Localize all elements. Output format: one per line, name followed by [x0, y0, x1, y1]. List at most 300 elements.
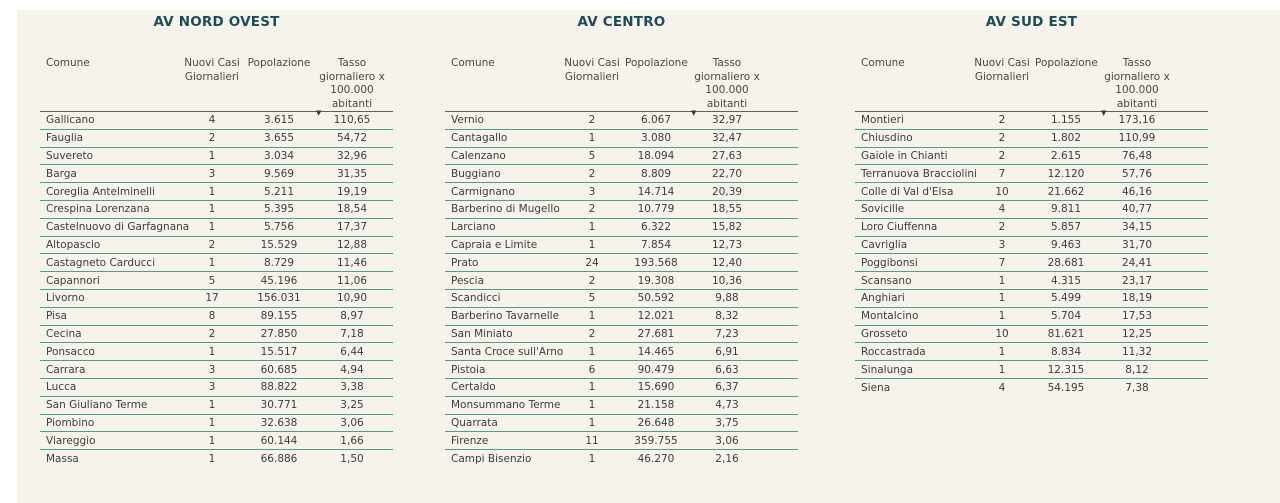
- cell-nuovi-casi: 7: [998, 167, 1006, 180]
- cell-nuovi-casi: 1: [588, 381, 596, 394]
- cell-nuovi-casi: 3: [208, 381, 216, 394]
- column-header-popolazione[interactable]: Popolazione: [1035, 57, 1098, 69]
- cell-nuovi-casi: 2: [588, 327, 596, 340]
- table-row[interactable]: [855, 183, 1208, 201]
- cell-tasso: 10,36: [711, 274, 743, 287]
- cell-nuovi-casi: 4: [998, 203, 1006, 216]
- cell-nuovi-casi: 4: [998, 381, 1006, 394]
- table-row[interactable]: [855, 165, 1208, 183]
- cell-tasso: 7,38: [1125, 381, 1149, 394]
- cell-comune: Montalcino: [861, 310, 919, 323]
- table-row[interactable]: [445, 219, 798, 237]
- cell-comune: Barberino di Mugello: [451, 203, 560, 216]
- cell-popolazione: 12.021: [637, 310, 675, 323]
- cell-tasso: 32,97: [711, 114, 743, 127]
- cell-tasso: 23,17: [1121, 274, 1153, 287]
- cell-comune: Scandicci: [451, 292, 501, 305]
- cell-popolazione: 30.771: [260, 399, 298, 412]
- cell-tasso: 46,16: [1121, 185, 1153, 198]
- table-row[interactable]: [40, 148, 393, 166]
- table-row[interactable]: [445, 415, 798, 433]
- cell-popolazione: 5.395: [263, 203, 295, 216]
- table-row[interactable]: [40, 201, 393, 219]
- cell-tasso: 3,38: [340, 381, 364, 394]
- cell-comune: Siena: [861, 381, 891, 394]
- cell-tasso: 1,66: [340, 434, 364, 447]
- cell-nuovi-casi: 10: [995, 327, 1009, 340]
- cell-popolazione: 2.615: [1050, 149, 1082, 162]
- cell-nuovi-casi: 1: [208, 256, 216, 269]
- cell-nuovi-casi: 1: [208, 185, 216, 198]
- cell-popolazione: 5.704: [1050, 310, 1082, 323]
- cell-popolazione: 8.729: [263, 256, 295, 269]
- cell-tasso: 40,77: [1121, 203, 1153, 216]
- table-row[interactable]: [445, 183, 798, 201]
- cell-tasso: 27,63: [711, 149, 743, 162]
- cell-comune: Viareggio: [46, 434, 96, 447]
- cell-comune: Massa: [46, 453, 79, 466]
- table-row[interactable]: [445, 379, 798, 397]
- cell-nuovi-casi: 3: [588, 185, 596, 198]
- table-row[interactable]: [40, 219, 393, 237]
- table-body: [855, 108, 1208, 397]
- cell-popolazione: 46.270: [637, 453, 675, 466]
- cell-comune: Livorno: [46, 292, 85, 305]
- cell-popolazione: 193.568: [634, 256, 678, 269]
- cell-popolazione: 27.850: [260, 327, 298, 340]
- cell-comune: Vernio: [451, 114, 484, 127]
- column-header-comune[interactable]: Comune: [861, 57, 905, 69]
- cell-comune: Prato: [451, 256, 479, 269]
- table-row[interactable]: [855, 308, 1208, 326]
- cell-tasso: 54,72: [336, 132, 368, 145]
- cell-tasso: 34,15: [1121, 221, 1153, 234]
- cell-comune: Capannori: [46, 274, 100, 287]
- cell-popolazione: 60.685: [260, 363, 298, 376]
- cell-popolazione: 14.714: [637, 185, 675, 198]
- column-header-nuovi-casi[interactable]: Nuovi Casi Giornalieri: [564, 57, 620, 83]
- table-row[interactable]: [445, 326, 798, 344]
- cell-tasso: 32,47: [711, 132, 743, 145]
- cell-popolazione: 9.463: [1050, 238, 1082, 251]
- cell-popolazione: 14.465: [637, 345, 675, 358]
- table-row[interactable]: [445, 148, 798, 166]
- cell-comune: Suvereto: [46, 149, 94, 162]
- cell-popolazione: 6.322: [640, 221, 672, 234]
- cell-popolazione: 5.756: [263, 221, 295, 234]
- column-header-popolazione[interactable]: Popolazione: [625, 57, 688, 69]
- cell-popolazione: 8.809: [640, 167, 672, 180]
- cell-tasso: 3,75: [715, 416, 739, 429]
- table-row[interactable]: [855, 254, 1208, 272]
- table-row[interactable]: [40, 326, 393, 344]
- cell-comune: Pisa: [46, 310, 67, 323]
- cell-popolazione: 6.067: [640, 114, 672, 127]
- table-row[interactable]: [855, 272, 1208, 290]
- table-row[interactable]: [445, 272, 798, 290]
- cell-popolazione: 88.822: [260, 381, 298, 394]
- cell-comune: Sovicille: [861, 203, 905, 216]
- column-header-nuovi-casi[interactable]: Nuovi Casi Giornalieri: [184, 57, 240, 83]
- cell-tasso: 3,06: [715, 434, 739, 447]
- table-row[interactable]: [855, 379, 1208, 397]
- cell-nuovi-casi: 2: [588, 167, 596, 180]
- cell-nuovi-casi: 1: [588, 345, 596, 358]
- table-row[interactable]: [40, 108, 393, 130]
- table-row[interactable]: [40, 165, 393, 183]
- cell-tasso: 6,44: [340, 345, 364, 358]
- table-row[interactable]: [855, 148, 1208, 166]
- cell-comune: Terranuova Bracciolini: [861, 167, 977, 180]
- cell-popolazione: 1.155: [1050, 114, 1082, 127]
- cell-tasso: 11,46: [336, 256, 368, 269]
- cell-tasso: 6,63: [715, 363, 739, 376]
- table-row[interactable]: [445, 308, 798, 326]
- cell-nuovi-casi: 10: [995, 185, 1009, 198]
- cell-nuovi-casi: 2: [208, 132, 216, 145]
- cell-nuovi-casi: 1: [208, 203, 216, 216]
- table-row[interactable]: [855, 219, 1208, 237]
- cell-comune: Anghiari: [861, 292, 905, 305]
- table-row[interactable]: [855, 201, 1208, 219]
- cell-comune: Coreglia Antelminelli: [46, 185, 155, 198]
- table-row[interactable]: [40, 450, 393, 468]
- cell-tasso: 6,91: [715, 345, 739, 358]
- table-row[interactable]: [445, 201, 798, 219]
- column-header-tasso-label: Tasso giornaliero x 100.000 abitanti: [694, 57, 760, 110]
- cell-tasso: 11,06: [336, 274, 368, 287]
- table-row[interactable]: [40, 183, 393, 201]
- cell-nuovi-casi: 3: [208, 363, 216, 376]
- cell-tasso: 7,23: [715, 327, 739, 340]
- cell-tasso: 4,94: [340, 363, 364, 376]
- cell-popolazione: 90.479: [637, 363, 675, 376]
- column-header-comune[interactable]: Comune: [451, 57, 495, 69]
- table-row[interactable]: [445, 237, 798, 255]
- table-row[interactable]: [855, 343, 1208, 361]
- cell-nuovi-casi: 4: [208, 114, 216, 127]
- cell-comune: Scansano: [861, 274, 912, 287]
- column-header-comune[interactable]: Comune: [46, 57, 90, 69]
- cell-popolazione: 5.857: [1050, 221, 1082, 234]
- cell-nuovi-casi: 11: [585, 434, 599, 447]
- table-row[interactable]: [445, 397, 798, 415]
- cell-popolazione: 50.592: [637, 292, 675, 305]
- table-row[interactable]: [445, 450, 798, 468]
- table-av-nord-ovest: [40, 10, 393, 468]
- cell-tasso: 18,54: [336, 203, 368, 216]
- table-title: AV SUD EST: [985, 14, 1078, 30]
- cell-comune: Grosseto: [861, 327, 908, 340]
- cell-comune: Quarrata: [451, 416, 498, 429]
- cell-nuovi-casi: 1: [208, 149, 216, 162]
- table-row[interactable]: [855, 361, 1208, 379]
- table-header: [445, 56, 798, 117]
- cell-tasso: 12,88: [336, 238, 368, 251]
- cell-comune: Larciano: [451, 221, 496, 234]
- cell-comune: Barga: [46, 167, 77, 180]
- cell-comune: Gaiole in Chianti: [861, 149, 948, 162]
- cell-tasso: 76,48: [1121, 149, 1153, 162]
- cell-popolazione: 1.802: [1050, 132, 1082, 145]
- cell-nuovi-casi: 3: [208, 167, 216, 180]
- cell-nuovi-casi: 1: [998, 310, 1006, 323]
- cell-tasso: 8,32: [715, 310, 739, 323]
- cell-comune: Cavriglia: [861, 238, 908, 251]
- cell-nuovi-casi: 8: [208, 310, 216, 323]
- cell-popolazione: 60.144: [260, 434, 298, 447]
- cell-nuovi-casi: 1: [208, 399, 216, 412]
- cell-comune: Santa Croce sull'Arno: [451, 345, 564, 358]
- cell-comune: Certaldo: [451, 381, 496, 394]
- cell-nuovi-casi: 2: [588, 114, 596, 127]
- cell-popolazione: 7.854: [640, 238, 672, 251]
- column-header-tasso[interactable]: [312, 56, 392, 117]
- table-title: AV CENTRO: [577, 14, 666, 30]
- cell-tasso: 12,73: [711, 238, 743, 251]
- cell-nuovi-casi: 1: [588, 453, 596, 466]
- cell-tasso: 6,37: [715, 381, 739, 394]
- table-body: [445, 108, 798, 468]
- cell-popolazione: 359.755: [634, 434, 678, 447]
- table-row[interactable]: [855, 237, 1208, 255]
- cell-nuovi-casi: 1: [588, 132, 596, 145]
- cell-nuovi-casi: 5: [588, 292, 596, 305]
- cell-popolazione: 12.120: [1047, 167, 1085, 180]
- cell-comune: Ponsacco: [46, 345, 95, 358]
- cell-comune: San Miniato: [451, 327, 513, 340]
- cell-tasso: 31,35: [336, 167, 368, 180]
- table-row[interactable]: [855, 108, 1208, 130]
- cell-tasso: 22,70: [711, 167, 743, 180]
- cell-comune: Pescia: [451, 274, 485, 287]
- cell-popolazione: 5.211: [263, 185, 295, 198]
- cell-comune: Barberino Tavarnelle: [451, 310, 560, 323]
- cell-nuovi-casi: 2: [998, 149, 1006, 162]
- cell-comune: Campi Bisenzio: [451, 453, 532, 466]
- table-header: [855, 56, 1208, 117]
- cell-popolazione: 26.648: [637, 416, 675, 429]
- cell-tasso: 57,76: [1121, 167, 1153, 180]
- cell-popolazione: 9.569: [263, 167, 295, 180]
- table-header: [40, 56, 393, 117]
- cell-comune: Carmignano: [451, 185, 515, 198]
- cell-nuovi-casi: 2: [208, 327, 216, 340]
- table-row[interactable]: [445, 254, 798, 272]
- cell-popolazione: 21.662: [1047, 185, 1085, 198]
- cell-comune: Sinalunga: [861, 363, 913, 376]
- cell-comune: Buggiano: [451, 167, 501, 180]
- sort-descending-icon[interactable]: ▼: [316, 108, 322, 117]
- table-row[interactable]: [40, 432, 393, 450]
- table-row[interactable]: [40, 361, 393, 379]
- cell-tasso: 11,32: [1121, 345, 1153, 358]
- table-row[interactable]: [445, 290, 798, 308]
- cell-comune: Cantagallo: [451, 132, 508, 145]
- cell-nuovi-casi: 1: [998, 345, 1006, 358]
- cell-tasso: 18,55: [711, 203, 743, 216]
- cell-popolazione: 81.621: [1047, 327, 1085, 340]
- cell-nuovi-casi: 2: [998, 221, 1006, 234]
- table-row[interactable]: [445, 361, 798, 379]
- cell-nuovi-casi: 6: [588, 363, 596, 376]
- cell-popolazione: 28.681: [1047, 256, 1085, 269]
- cell-popolazione: 4.315: [1050, 274, 1082, 287]
- table-row[interactable]: [40, 254, 393, 272]
- cell-tasso: 3,25: [340, 399, 364, 412]
- cell-tasso: 10,90: [336, 292, 368, 305]
- cell-popolazione: 19.308: [637, 274, 675, 287]
- cell-nuovi-casi: 2: [208, 238, 216, 251]
- table-row[interactable]: [445, 343, 798, 361]
- cell-tasso: 19,19: [336, 185, 368, 198]
- cell-comune: Pistoia: [451, 363, 486, 376]
- table-row[interactable]: [855, 290, 1208, 308]
- cell-nuovi-casi: 7: [998, 256, 1006, 269]
- cell-popolazione: 21.158: [637, 399, 675, 412]
- cell-comune: Poggibonsi: [861, 256, 918, 269]
- cell-nuovi-casi: 1: [998, 292, 1006, 305]
- cell-tasso: 24,41: [1121, 256, 1153, 269]
- cell-tasso: 173,16: [1118, 114, 1156, 127]
- cell-tasso: 17,53: [1121, 310, 1153, 323]
- table-row[interactable]: [855, 130, 1208, 148]
- table-row[interactable]: [40, 379, 393, 397]
- sort-descending-icon[interactable]: ▼: [1101, 108, 1107, 117]
- table-row[interactable]: [445, 130, 798, 148]
- cell-nuovi-casi: 2: [588, 203, 596, 216]
- column-header-tasso-label: Tasso giornaliero x 100.000 abitanti: [319, 57, 385, 110]
- cell-comune: Castelnuovo di Garfagnana: [46, 221, 190, 234]
- cell-comune: Cecina: [46, 327, 82, 340]
- table-row[interactable]: [40, 130, 393, 148]
- cell-nuovi-casi: 2: [998, 132, 1006, 145]
- table-row[interactable]: [445, 165, 798, 183]
- cell-comune: Castagneto Carducci: [46, 256, 156, 269]
- cell-nuovi-casi: 17: [205, 292, 219, 305]
- cell-popolazione: 54.195: [1047, 381, 1085, 394]
- cell-tasso: 7,18: [340, 327, 364, 340]
- cell-nuovi-casi: 24: [585, 256, 599, 269]
- cell-nuovi-casi: 1: [208, 453, 216, 466]
- column-header-tasso-label: Tasso giornaliero x 100.000 abitanti: [1104, 57, 1170, 110]
- cell-nuovi-casi: 1: [208, 221, 216, 234]
- cell-comune: Roccastrada: [861, 345, 926, 358]
- cell-nuovi-casi: 1: [208, 345, 216, 358]
- cell-tasso: 32,96: [336, 149, 368, 162]
- cell-popolazione: 27.681: [637, 327, 675, 340]
- cell-comune: Lucca: [46, 381, 77, 394]
- cell-nuovi-casi: 1: [208, 416, 216, 429]
- table-row[interactable]: [40, 237, 393, 255]
- cell-nuovi-casi: 1: [588, 221, 596, 234]
- cell-comune: Colle di Val d'Elsa: [861, 185, 954, 198]
- cell-comune: Piombino: [46, 416, 95, 429]
- column-header-nuovi-casi[interactable]: Nuovi Casi Giornalieri: [974, 57, 1030, 83]
- cell-popolazione: 12.315: [1047, 363, 1085, 376]
- table-row[interactable]: [40, 415, 393, 433]
- cell-popolazione: 3.655: [263, 132, 295, 145]
- cell-comune: Calenzano: [451, 149, 506, 162]
- cell-popolazione: 15.690: [637, 381, 675, 394]
- cell-nuovi-casi: 2: [998, 114, 1006, 127]
- cell-tasso: 4,73: [715, 399, 739, 412]
- cell-popolazione: 18.094: [637, 149, 675, 162]
- column-header-tasso[interactable]: [687, 56, 767, 117]
- cell-tasso: 17,37: [336, 221, 368, 234]
- table-row[interactable]: [855, 326, 1208, 344]
- table-row[interactable]: [40, 308, 393, 326]
- cell-tasso: 15,82: [711, 221, 743, 234]
- table-row[interactable]: [40, 397, 393, 415]
- cell-nuovi-casi: 1: [208, 434, 216, 447]
- cell-nuovi-casi: 1: [588, 310, 596, 323]
- cell-comune: Fauglia: [46, 132, 84, 145]
- cell-popolazione: 15.517: [260, 345, 298, 358]
- column-header-tasso[interactable]: [1097, 56, 1177, 117]
- cell-comune: Monsummano Terme: [451, 399, 561, 412]
- cell-tasso: 1,50: [340, 453, 364, 466]
- cell-comune: Crespina Lorenzana: [46, 203, 150, 216]
- cell-nuovi-casi: 5: [208, 274, 216, 287]
- cell-tasso: 110,99: [1118, 132, 1156, 145]
- cell-comune: Loro Ciuffenna: [861, 221, 938, 234]
- table-row[interactable]: [445, 108, 798, 130]
- cell-nuovi-casi: 1: [998, 274, 1006, 287]
- cell-popolazione: 32.638: [260, 416, 298, 429]
- cell-tasso: 3,06: [340, 416, 364, 429]
- column-header-popolazione[interactable]: Popolazione: [247, 57, 311, 69]
- cell-popolazione: 3.034: [263, 149, 295, 162]
- cell-nuovi-casi: 3: [998, 238, 1006, 251]
- cell-popolazione: 15.529: [260, 238, 298, 251]
- cell-comune: Chiusdino: [861, 132, 913, 145]
- cell-tasso: 110,65: [333, 114, 371, 127]
- cell-comune: San Giuliano Terme: [46, 399, 148, 412]
- table-row[interactable]: [40, 272, 393, 290]
- cell-comune: Firenze: [451, 434, 489, 447]
- cell-nuovi-casi: 2: [588, 274, 596, 287]
- cell-comune: Montieri: [861, 114, 904, 127]
- cell-tasso: 8,97: [340, 310, 364, 323]
- table-av-sud-est: [855, 10, 1208, 397]
- cell-tasso: 2,16: [715, 453, 739, 466]
- cell-tasso: 20,39: [711, 185, 743, 198]
- cell-comune: Gallicano: [46, 114, 95, 127]
- table-row[interactable]: [40, 343, 393, 361]
- cell-tasso: 8,12: [1125, 363, 1149, 376]
- table-row[interactable]: [445, 432, 798, 450]
- table-av-centro: [445, 10, 798, 468]
- cell-nuovi-casi: 1: [588, 238, 596, 251]
- table-row[interactable]: [40, 290, 393, 308]
- table-title: AV NORD OVEST: [153, 14, 280, 30]
- cell-popolazione: 66.886: [260, 453, 298, 466]
- cell-nuovi-casi: 1: [588, 416, 596, 429]
- dashboard-panel: [17, 10, 1280, 503]
- cell-popolazione: 156.031: [257, 292, 301, 305]
- cell-nuovi-casi: 1: [998, 363, 1006, 376]
- cell-comune: Altopascio: [46, 238, 101, 251]
- cell-nuovi-casi: 1: [588, 399, 596, 412]
- cell-tasso: 18,19: [1121, 292, 1153, 305]
- cell-popolazione: 89.155: [260, 310, 298, 323]
- sort-descending-icon[interactable]: ▼: [691, 108, 697, 117]
- cell-popolazione: 9.811: [1050, 203, 1082, 216]
- cell-tasso: 31,70: [1121, 238, 1153, 251]
- cell-popolazione: 3.080: [640, 132, 672, 145]
- cell-tasso: 12,25: [1121, 327, 1153, 340]
